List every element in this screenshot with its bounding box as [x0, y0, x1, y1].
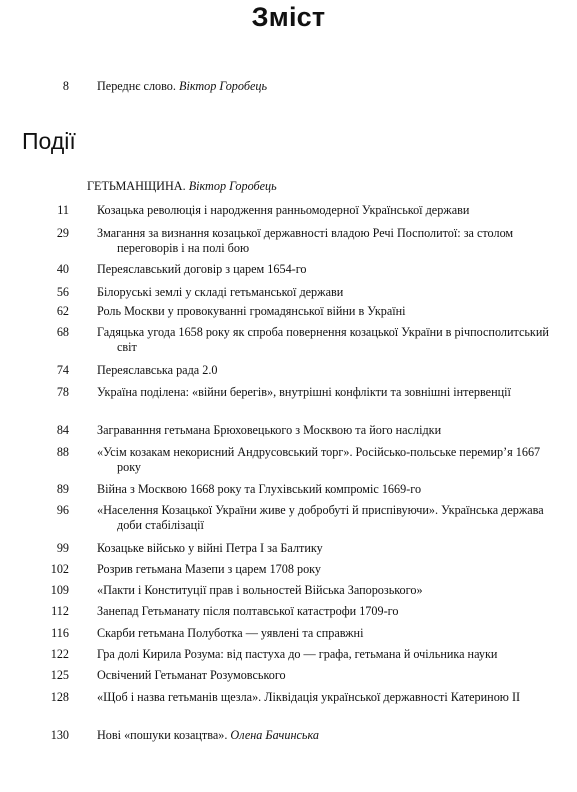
toc-entry-author: Олена Бачинська: [230, 728, 319, 742]
toc-page-number: 84: [56, 423, 69, 437]
toc-entry-title: Козацьке військо у війні Петра I за Балтику: [97, 541, 323, 555]
section-heading: Події: [22, 128, 76, 154]
toc-page-number: 89: [56, 482, 69, 496]
toc-page-number: 102: [50, 562, 69, 576]
toc-entry-title: Освічений Гетьманат Розумовського: [97, 668, 286, 682]
toc-entry-title: Роль Москви у провокуванні громадянської війни в Україні: [97, 304, 406, 318]
toc-entry-title: Гра долі Кирила Розума: від пастуха до — графа, гетьмана й очільника науки: [97, 647, 498, 661]
toc-entry-title: Скарби гетьмана Полуботка — уявлені та справжні: [97, 626, 364, 640]
toc-page-number: 8: [62, 79, 69, 93]
toc-page-number: 62: [56, 304, 69, 318]
subsection-heading: [87, 179, 277, 194]
toc-entry-title: Війна з Москвою 1668 року та Глухівський компроміс 1669-го: [97, 482, 422, 496]
toc-entry-title: Білоруські землі у складі гетьманської держави: [97, 285, 344, 299]
toc-entry-title: Гадяцька угода 1658 року як спроба повернення козацької України в річпосполитський світ: [97, 325, 549, 354]
toc-page-number: 96: [56, 503, 69, 517]
toc-page-number: 29: [56, 226, 69, 240]
toc-page-number: 88: [56, 445, 69, 459]
toc-page-number: 130: [50, 728, 69, 742]
toc-entry-text: [97, 79, 557, 94]
toc-entry-title: «Населення Козацької України живе у добробуті й приспівуючи». Українська держава доби стабілізації: [97, 503, 544, 532]
toc-page-number: 122: [50, 647, 69, 661]
toc-entry-author: Віктор Горобець: [179, 79, 268, 93]
toc-entry-title: Переяславська рада 2.0: [97, 363, 218, 377]
toc-entry-title: «Усім козакам некорисний Андрусовський торг». Російсько-польське перемир’я 1667 року: [97, 445, 541, 474]
toc-entry-title: Козацька революція і народження ранньомодерної Української держави: [97, 203, 470, 217]
toc-entry-title: Україна поділена: «війни берегів», внутрішні конфлікти та зовнішні інтервенції: [97, 385, 511, 399]
toc-entry-title: Переяславський договір з царем 1654-го: [97, 262, 307, 276]
subsection-title: ГЕТЬМАНЩИНА.: [87, 179, 186, 193]
toc-page-number: 11: [57, 203, 69, 217]
toc-entry-title: «Щоб і назва гетьманів щезла». Ліквідація української державності Катериною II: [97, 690, 521, 704]
toc-page-number: 125: [50, 668, 69, 682]
toc-entry-title: Змагання за визнання козацької державності владою Речі Посполитої: за столом переговорів і на полі бою: [97, 226, 514, 255]
toc-page-number: 78: [56, 385, 69, 399]
toc-page-number: 128: [50, 690, 69, 704]
toc-page-number: 99: [56, 541, 69, 555]
toc-entry-title: Переднє слово.: [97, 79, 176, 93]
toc-page-number: 68: [56, 325, 69, 339]
toc-entry-text: [97, 728, 557, 743]
toc-entry-title: Заграванння гетьмана Брюховецького з Москвою та його наслідки: [97, 423, 442, 437]
toc-entry-title: Розрив гетьмана Мазепи з царем 1708 року: [97, 562, 322, 576]
toc-page-number: 40: [56, 262, 69, 276]
toc-entry-title: Занепад Гетьманату після полтавської катастрофи 1709-го: [97, 604, 399, 618]
toc-entry-title: «Пакти і Конституції прав і вольностей Війська Запорозького»: [97, 583, 423, 597]
toc-entry-title: Нові «пошуки козацтва».: [97, 728, 228, 742]
toc-page-number: 56: [56, 285, 69, 299]
toc-page-number: 116: [51, 626, 69, 640]
toc-page-number: 109: [50, 583, 69, 597]
subsection-author: Віктор Горобець: [188, 179, 277, 193]
toc-page-number: 112: [51, 604, 69, 618]
toc-page-number: 74: [56, 363, 69, 377]
page-title: Зміст: [251, 2, 326, 32]
